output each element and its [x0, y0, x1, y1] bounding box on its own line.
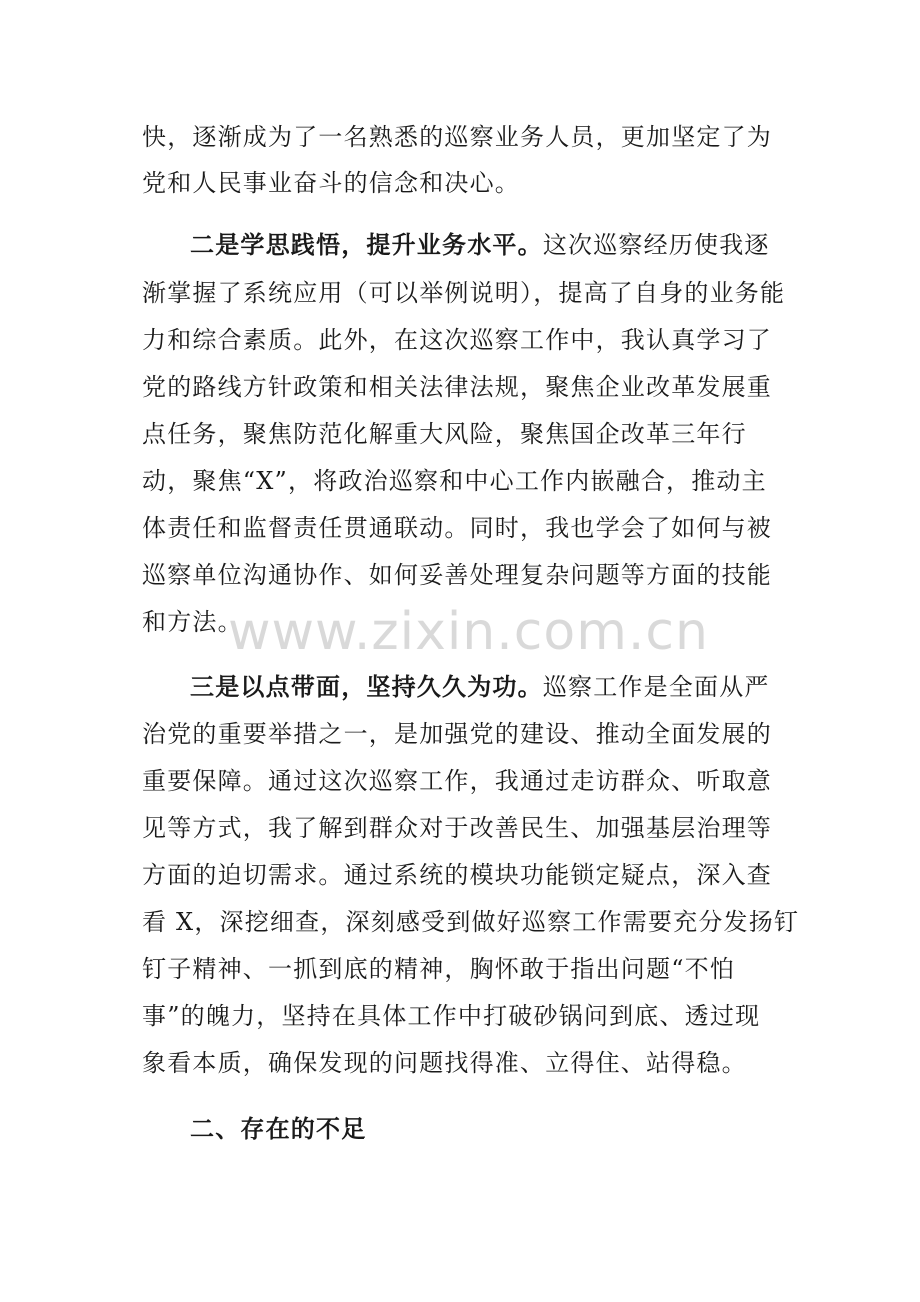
body-line: 钉子精神、一抓到底的精神，胸怀敢于指出问题“不怕 [142, 955, 736, 983]
paragraph-point-2-first-line [190, 230, 770, 260]
body-line: 党的路线方针政策和相关法律法规，聚焦企业改革发展重 [142, 373, 772, 401]
body-line: 点任务，聚焦防范化解重大风险，聚焦国企改革三年行 [142, 420, 747, 448]
body-line: 渐掌握了系统应用（可以举例说明），提高了自身的业务能 [142, 279, 786, 307]
point-3-heading: 三是以点带面，坚持久久为功。 [190, 673, 543, 701]
body-line: 方面的迫切需求。通过系统的模块功能锁定疑点，深入查 [142, 861, 772, 889]
body-line: 见等方式，我了解到群众对于改善民生、加强基层治理等 [142, 814, 772, 842]
body-line: 动，聚焦“X”，将政治巡察和中心工作内嵌融合，推动主 [142, 467, 767, 495]
body-line: 快，逐渐成为了一名熟悉的巡察业务人员，更加坚定了为 [142, 123, 772, 151]
body-line: 看 X，深挖细查，深刻感受到做好巡察工作需要充分发扬钉 [142, 908, 800, 936]
point-2-heading: 二是学思践悟，提升业务水平。 [190, 231, 543, 259]
body-line: 治党的重要举措之一，是加强党的建设、推动全面发展的 [142, 720, 772, 748]
paragraph-point-3-first-line [190, 672, 770, 702]
body-line: 象看本质，确保发现的问题找得准、立得住、站得稳。 [142, 1049, 747, 1077]
section-heading: 二、存在的不足 [190, 1115, 367, 1143]
body-line: 巡察单位沟通协作、如何妥善处理复杂问题等方面的技能 [142, 561, 772, 589]
body-line: 和方法。 [142, 608, 243, 636]
body-text: 这次巡察经历使我逐 [542, 231, 770, 259]
watermark: www.zixin.com.cn [228, 602, 709, 662]
body-line: 党和人民事业奋斗的信念和决心。 [142, 169, 520, 197]
body-line: 重要保障。通过这次巡察工作，我通过走访群众、听取意 [142, 767, 772, 795]
body-line: 事”的魄力，坚持在具体工作中打破砂锅问到底、透过现 [142, 1002, 761, 1030]
body-text: 巡察工作是全面从严 [542, 673, 770, 701]
body-line: 体责任和监督责任贯通联动。同时，我也学会了如何与被 [142, 514, 772, 542]
body-line: 力和综合素质。此外，在这次巡察工作中，我认真学习了 [142, 326, 772, 354]
